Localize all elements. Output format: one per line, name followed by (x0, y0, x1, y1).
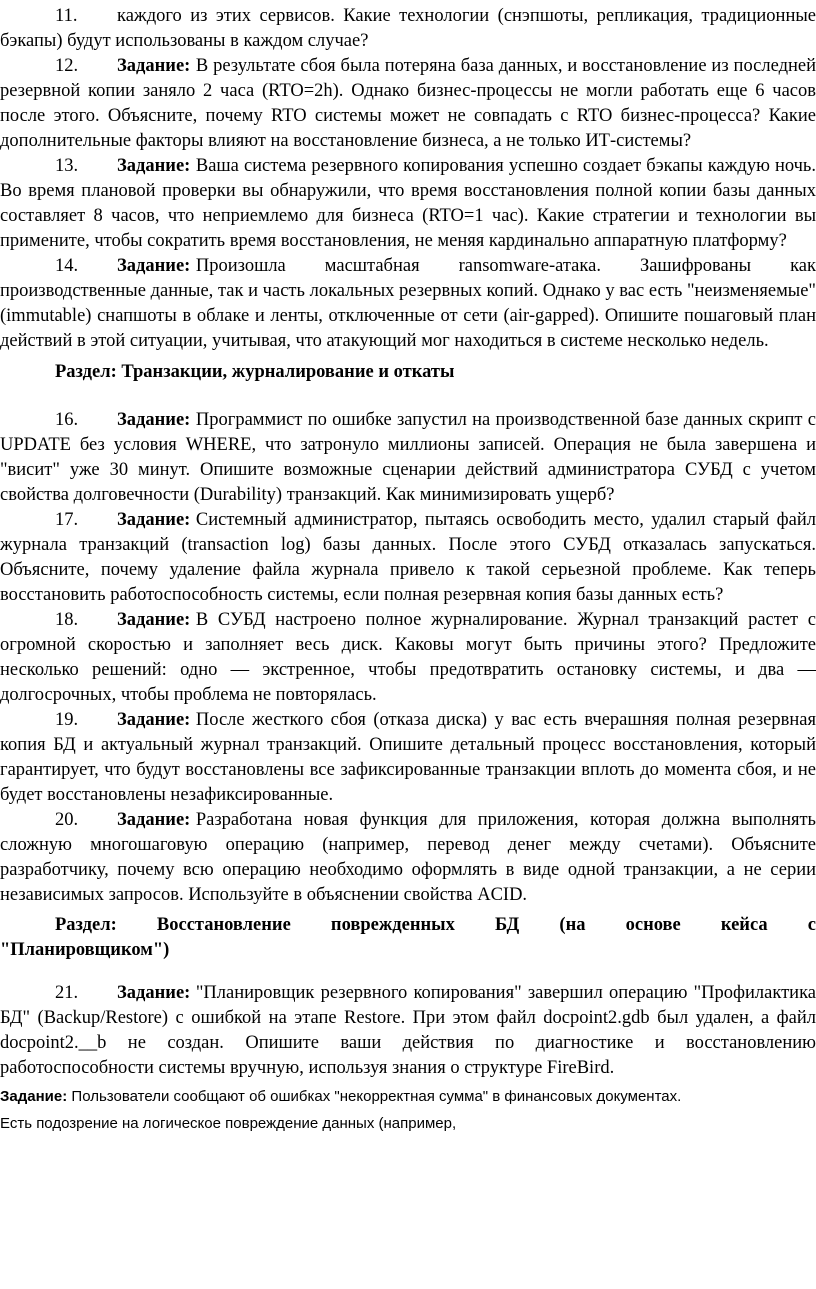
item-number: 18. (55, 610, 79, 630)
item-number: 19. (55, 710, 79, 730)
task-item-11 (0, 4, 816, 54)
item-text: В результате сбоя была потеряна база данных, и восстановление из последней резервной копии заняло 2 часа (RTO=2h). Однако бизнес-процессы не могли работать еще 6 часов после этого. Объясните, почему RTO системы может не совпадать с RTO бизнес-процесса? Какие дополнительные факторы влияют на восстановление бизнеса, а не только ИТ-системы? (0, 56, 816, 151)
item-text: каждого из этих сервисов. Какие технологии (снэпшоты, репликация, традиционные бэкапы) будут использованы в каждом случае? (0, 6, 816, 51)
item-text: Программист по ошибке запустил на производственной базе данных скрипт с UPDATE без условия WHERE, что затронуло миллионы записей. Операция не была завершена и "висит" уже 30 минут. Опишите возможные сценарии действий администратора СУБД с учетом свойства долговечности (Durability) транзакций. Как минимизировать ущерб? (0, 410, 816, 505)
task-item-19 (0, 708, 816, 808)
item-label: Задание: (0, 1088, 68, 1105)
final-task-note-line1 (0, 1083, 816, 1110)
item-label: Задание: (117, 56, 191, 76)
item-text: В СУБД настроено полное журналирование. Журнал транзакций растет с огромной скоростью и заполняет весь диск. Каковы могут быть причины этого? Предложите несколько решений: одно — экстренное, чтобы предотвратить остановку системы, и два — долгосрочных, чтобы проблема не повторялась. (0, 610, 816, 705)
item-label: Задание: (117, 610, 191, 630)
item-label: Задание: (117, 983, 191, 1003)
item-number: 21. (55, 983, 79, 1003)
item-number: 11. (55, 6, 78, 26)
item-text: Ваша система резервного копирования успешно создает бэкапы каждую ночь. Во время плановой проверки вы обнаружили, что время восстановления полной копии базы данных составляет 8 часов, что неприемлемо для бизнеса (RTO=1 час). Какие стратегии и технологии вы примените, чтобы сократить время восстановления, не меняя кардинально аппаратную платформу? (0, 156, 816, 251)
item-number: 16. (55, 410, 79, 430)
item-label: Задание: (117, 410, 191, 430)
task-item-20 (0, 808, 816, 908)
section-heading-transactions: Раздел: Транзакции, журналирование и откаты (55, 362, 455, 382)
item-text: Есть подозрение на логическое повреждение данных (например, (0, 1115, 457, 1132)
section-heading-recovery (0, 913, 816, 963)
item-number: 13. (55, 156, 79, 176)
final-task-note (0, 1083, 816, 1137)
item-text: Разработана новая функция для приложения, которая должна выполнять сложную многошаговую операцию (например, перевод денег между счетами). Объясните разработчику, почему всю операцию необходимо оформлять в виде одной транзакции, а не серии независимых запросов. Используйте в объяснении свойства ACID. (0, 810, 816, 905)
item-text: Системный администратор, пытаясь освободить место, удалил старый файл журнала транзакций (transaction log) базы данных. После этого СУБД отказалась запускаться. Объясните, почему удаление файла журнала привело к такой серьезной проблеме. Как теперь восстановить работоспособность системы, если полная резервная копия базы данных есть? (0, 510, 816, 605)
task-item-13 (0, 154, 816, 254)
item-text: Произошла масштабная ransomware-атака. Зашифрованы как производственные данные, так и часть локальных резервных копий. Однако у вас есть "неизменяемые" (immutable) снапшоты в облаке и ленты, отключенные от сети (air-gapped). Опишите пошаговый план действий в этой ситуации, учитывая, что атакующий мог находиться в системе несколько недель. (0, 256, 816, 351)
item-number: 14. (55, 256, 79, 276)
task-item-21 (0, 981, 816, 1081)
item-text: Пользователи сообщают об ошибках "некорректная сумма" в финансовых документах. (71, 1088, 682, 1105)
item-label: Задание: (117, 810, 191, 830)
item-label: Задание: (117, 710, 191, 730)
task-item-18 (0, 608, 816, 708)
item-label: Задание: (117, 156, 191, 176)
section-heading-recovery-line2: "Планировщиком") (0, 940, 170, 960)
item-text: После жесткого сбоя (отказа диска) у вас есть вчерашняя полная резервная копия БД и актуальный журнал транзакций. Опишите детальный процесс восстановления, который гарантирует, что будут восстановлены все зафиксированные транзакции вплоть до момента сбоя, и не будет восстановлены незафиксированные. (0, 710, 816, 805)
final-task-note-line2 (0, 1110, 816, 1137)
item-number: 12. (55, 56, 79, 76)
task-item-14 (0, 254, 816, 354)
item-label: Задание: (117, 510, 191, 530)
task-item-16 (0, 408, 816, 508)
task-item-12 (0, 54, 816, 154)
section-heading-recovery-line1: Раздел: Восстановление поврежденных БД (на основе кейса с (55, 915, 816, 935)
item-text: "Планировщик резервного копирования" завершил операцию "Профилактика БД" (Backup/Restore) с ошибкой на этапе Restore. При этом файл docpoint2.gdb был удален, а файл docpoint2.__b не создан. Опишите ваши действия по диагностике и восстановлению работоспособности системы вручную, используя знания о структуре FireBird. (0, 983, 816, 1078)
item-number: 17. (55, 510, 79, 530)
task-item-17 (0, 508, 816, 608)
item-label: Задание: (117, 256, 191, 276)
item-number: 20. (55, 810, 79, 830)
